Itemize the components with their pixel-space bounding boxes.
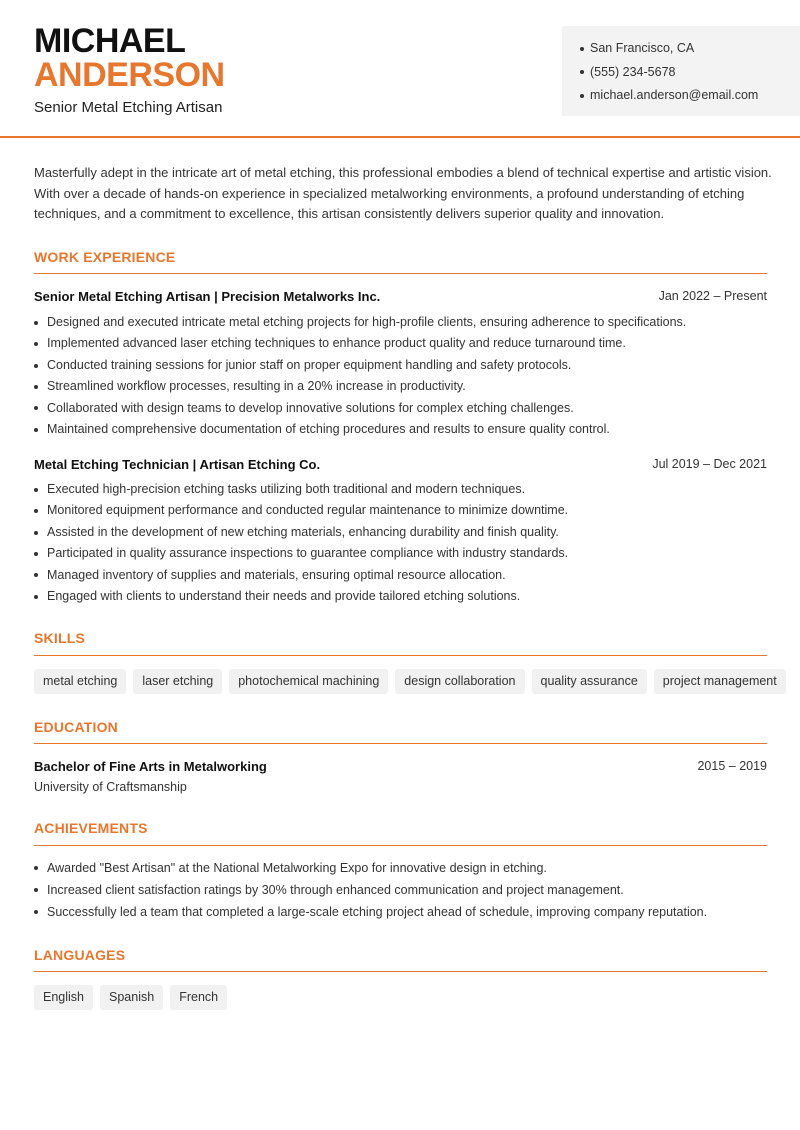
contact-phone <box>580 61 800 85</box>
list-item: Streamlined workflow processes, resulting in a 20% increase in productivity. <box>34 376 774 397</box>
section-divider <box>34 845 767 846</box>
language-tag: English <box>34 985 93 1010</box>
section-title-languages: LANGUAGES <box>34 947 126 963</box>
bullet-icon <box>34 385 38 389</box>
language-tag: French <box>170 985 227 1010</box>
language-tag: Spanish <box>100 985 163 1010</box>
list-item: Managed inventory of supplies and materials, ensuring optimal resource allocation. <box>34 565 774 586</box>
languages-list <box>34 985 227 1010</box>
bullet-icon <box>34 595 38 599</box>
bullet-icon <box>34 531 38 535</box>
achievements-list <box>34 857 774 923</box>
bullet-icon <box>34 888 38 892</box>
job-dates: Jan 2022 – Present <box>658 289 767 303</box>
section-title-work: WORK EXPERIENCE <box>34 249 176 265</box>
contact-location <box>580 37 800 61</box>
bullet-icon <box>34 552 38 556</box>
bullet-icon <box>34 488 38 492</box>
skills-list <box>34 669 786 694</box>
bullet-icon <box>34 573 38 577</box>
bullet-icon <box>34 364 38 368</box>
skill-tag: laser etching <box>133 669 222 694</box>
job-heading: Metal Etching Technician | Artisan Etching Co. <box>34 457 321 472</box>
list-item: Collaborated with design teams to develop innovative solutions for complex etching challenges. <box>34 398 774 419</box>
contact-email-text[interactable]: michael.anderson@email.com <box>590 88 759 102</box>
bullet-icon <box>580 94 584 98</box>
job-bullets <box>34 312 774 440</box>
list-item: Assisted in the development of new etching materials, enhancing durability and finish quality. <box>34 522 774 543</box>
first-name: MICHAEL <box>34 22 186 60</box>
bullet-icon <box>580 47 584 51</box>
list-item: Awarded "Best Artisan" at the National Metalworking Expo for innovative design in etching. <box>34 857 774 879</box>
resume-header <box>0 0 800 138</box>
skill-tag: project management <box>654 669 786 694</box>
contact-email[interactable] <box>580 84 800 108</box>
contact-location-text: San Francisco, CA <box>590 41 695 55</box>
section-title-skills: SKILLS <box>34 630 85 646</box>
list-item: Executed high-precision etching tasks utilizing both traditional and modern techniques. <box>34 479 774 500</box>
section-title-education: EDUCATION <box>34 719 118 735</box>
skill-tag: metal etching <box>34 669 126 694</box>
list-item: Participated in quality assurance inspections to guarantee compliance with industry standards. <box>34 543 774 564</box>
last-name: ANDERSON <box>34 56 225 94</box>
section-title-achievements: ACHIEVEMENTS <box>34 820 148 836</box>
list-item: Conducted training sessions for junior staff on proper equipment handling and safety protocols. <box>34 355 774 376</box>
education-school: University of Craftsmanship <box>34 780 187 794</box>
education-dates: 2015 – 2019 <box>697 759 767 773</box>
contact-phone-text: (555) 234-5678 <box>590 64 676 79</box>
bullet-icon <box>34 321 38 325</box>
list-item: Increased client satisfaction ratings by 30% through enhanced communication and project management. <box>34 879 774 901</box>
bullet-icon <box>34 910 38 914</box>
list-item: Engaged with clients to understand their needs and provide tailored etching solutions. <box>34 586 774 607</box>
skill-tag: design collaboration <box>395 669 524 694</box>
list-item: Monitored equipment performance and conducted regular maintenance to minimize downtime. <box>34 500 774 521</box>
job-title: Senior Metal Etching Artisan <box>34 99 223 116</box>
section-divider <box>34 743 767 744</box>
skill-tag: photochemical machining <box>229 669 388 694</box>
bullet-icon <box>34 428 38 432</box>
list-item: Implemented advanced laser etching techniques to enhance product quality and reduce turnaround time. <box>34 333 774 354</box>
summary: Masterfully adept in the intricate art of metal etching, this professional embodies a blend of technical expertise and artistic vision. With over a decade of hands-on experience in specialized metalworking environments, a profound understanding of etching techniques, and a commitment to excellence, this artisan consistently delivers superior quality and innovation. <box>34 165 772 222</box>
bullet-icon <box>34 342 38 346</box>
job-bullets <box>34 479 774 607</box>
section-divider <box>34 655 767 656</box>
list-item: Designed and executed intricate metal etching projects for high-profile clients, ensuring adherence to specifications. <box>34 312 774 333</box>
job-heading: Senior Metal Etching Artisan | Precision Metalworks Inc. <box>34 289 381 304</box>
contact-box <box>562 26 800 116</box>
list-item: Maintained comprehensive documentation of etching procedures and results to ensure quality control. <box>34 419 774 440</box>
section-divider <box>34 273 767 274</box>
bullet-icon <box>34 866 38 870</box>
section-divider <box>34 971 767 972</box>
education-degree: Bachelor of Fine Arts in Metalworking <box>34 759 267 774</box>
skill-tag: quality assurance <box>532 669 647 694</box>
list-item: Successfully led a team that completed a large-scale etching project ahead of schedule, improving company reputation. <box>34 901 774 923</box>
bullet-icon <box>580 70 584 74</box>
bullet-icon <box>34 509 38 513</box>
bullet-icon <box>34 406 38 410</box>
job-dates: Jul 2019 – Dec 2021 <box>652 457 767 471</box>
